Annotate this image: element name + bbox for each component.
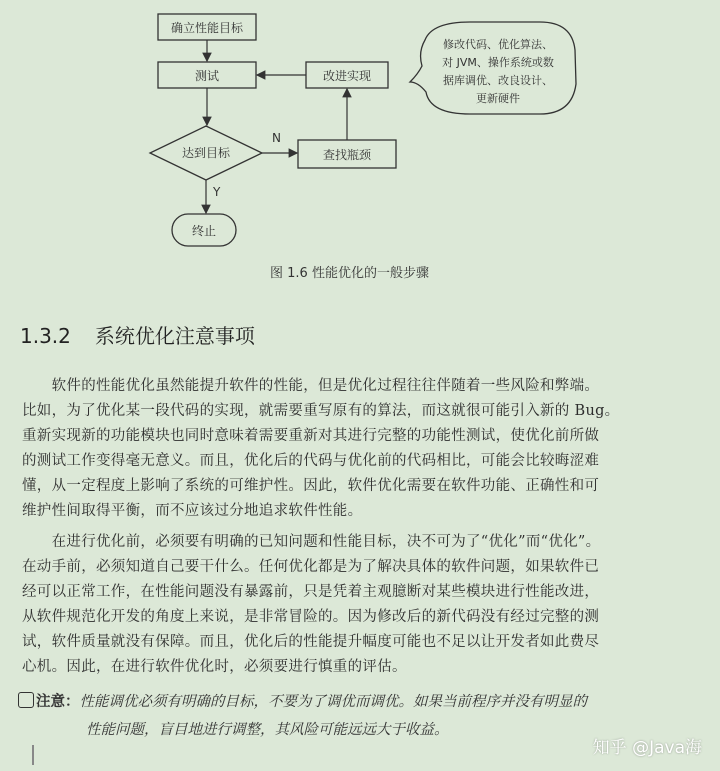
cloud-line-4: 更新硬件: [476, 92, 520, 105]
paragraph-line: 经可以正常工作，在性能问题没有暴露前，只是凭着主观臆断对某些模块进行性能改进，: [22, 584, 600, 600]
set-goal-label: 确立性能目标: [170, 21, 244, 35]
figure-caption: 图 1.6 性能优化的一般步骤: [270, 266, 429, 281]
paragraph-line: 在动手前，必须知道自己要干什么。任何优化都是为了解决具体的软件问题，如果软件已: [22, 559, 600, 575]
section-number: 1.3.2: [20, 324, 71, 348]
improve-label: 改进实现: [322, 69, 372, 83]
paragraph-line: 软件的性能优化虽然能提升软件的性能，但是优化过程往往伴随着一些风险和弊端。: [22, 378, 600, 394]
watermark: 知乎 @Java海: [592, 738, 702, 758]
section-title: 系统优化注意事项: [94, 324, 255, 348]
note-text: 性能调优必须有明确的目标，不要为了调优而调优。如果当前程序并没有明显的: [79, 694, 587, 710]
paragraph-line: 重新实现新的功能模块也同时意味着需要重新对其进行完整的功能性测试，使优化前所做: [22, 428, 600, 444]
margin-rule: [32, 745, 34, 765]
paragraph-line: 懂，从一定程度上影响了系统的可维护性。因此，软件优化需要在软件功能、正确性和可: [22, 478, 600, 494]
paragraph-1: [22, 374, 712, 524]
cloud-line-2: 对 JVM、操作系统或数: [442, 56, 554, 69]
test-label: 测试: [194, 69, 220, 83]
paragraph-2: [22, 530, 712, 680]
paragraph-line: 在进行优化前，必须要有明确的已知问题和性能目标，决不可为了“优化”而“优化”。: [22, 534, 601, 550]
paragraph-line: 的测试工作变得毫无意义。而且，优化后的代码与优化前的代码相比，可能会比较晦涩难: [22, 453, 600, 469]
paragraph-line: 试，软件质量就没有保障。而且，优化后的性能提升幅度可能也不足以让开发者如此费尽: [22, 634, 600, 650]
note-label: 注意：: [36, 694, 80, 710]
no-label: N: [272, 131, 281, 145]
cloud-line-3: 据库调优、改良设计、: [443, 74, 553, 87]
paragraph-line: 从软件规范化开发的角度上来说，是非常冒险的。因为修改后的新代码没有经过完整的测: [22, 609, 600, 625]
paragraph-line: 比如，为了优化某一段代码的实现，就需要重写原有的算法，而这就很可能引入新的 Bug。: [22, 403, 620, 419]
paragraph-line: 心机。因此，在进行软件优化时，必须要进行慎重的评估。: [22, 659, 407, 675]
end-label: 终止: [191, 224, 217, 238]
cloud-line-1: 修改代码、优化算法、: [443, 38, 553, 51]
section-heading: [20, 320, 255, 349]
flowchart: [0, 0, 720, 290]
note-line-2: 性能问题，盲目地进行调整，其风险可能远远大于收益。: [86, 722, 449, 738]
find-bottleneck-label: 查找瓶颈: [322, 148, 372, 162]
paragraph-line: 维护性间取得平衡，而不应该过分地追求软件性能。: [22, 503, 363, 519]
note-icon: [18, 692, 34, 708]
note-line-1: [18, 688, 708, 716]
decision-label: 达到目标: [181, 146, 231, 160]
yes-label: Y: [213, 185, 221, 199]
